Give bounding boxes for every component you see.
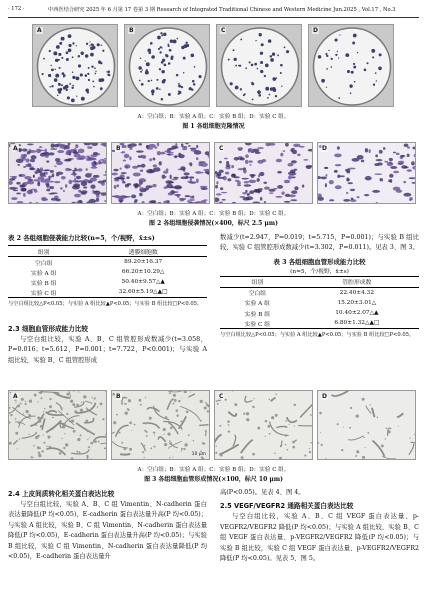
figure3-panel-d (317, 390, 416, 460)
journal-title: 中西医结合研究 2025 年 6 月第 17 卷第 3 期 Research of Integrated Traditional Chinese and Western Medicine Jun.2025 , Vol.17 , No.3 (48, 7, 396, 13)
section-2-5 (220, 488, 419, 564)
table3-caption: 表 3 各组细胞血管形成能力比较 (273, 257, 366, 266)
table-cell: 10.40±2.07△▲ (335, 310, 379, 317)
table-cell: 6.80±1.32△▲□ (295, 318, 419, 329)
panel-label: D (322, 145, 327, 152)
table-row (8, 287, 207, 298)
table-cell: 50.40±9.57△▲ (121, 279, 165, 286)
section-heading: 2.5 VEGF/VEGFR2 通路相关蛋白表达比较 (220, 502, 354, 511)
table-row (8, 277, 207, 287)
table2-header: 组别 (8, 246, 79, 257)
figure3-panels (8, 390, 418, 460)
table-cell: 实验 C 组 (220, 318, 295, 329)
page-number: · 172 · (8, 6, 25, 12)
figure3-panel-c (214, 390, 313, 460)
figure2-panel-a (8, 142, 107, 204)
colony-dish-image (33, 25, 118, 107)
paragraph: 与空白组比较，实验 A、B、C 组管腔形成数减少(t=3.058，P=0.016；t=5.612，P=0.001；t=7.722，P<0.001)；与实验 A 组比较，实验 B、C 组管腔形成 (8, 336, 207, 364)
table2-footnote: 与空白组比较△P<0.05；与实验 A 组比较▲P<0.05；与实验 B 组比较□P<0.05。 (8, 301, 203, 308)
table-row (220, 318, 419, 329)
invasion-micrograph (9, 143, 107, 204)
figure2-caption: 图 2 各组细胞侵袭情况(×400，标尺 2.5 μm) (149, 220, 278, 227)
panel-label: A (13, 145, 18, 152)
colony-dish-image (309, 25, 394, 107)
section-heading: 2.4 上皮间质转化相关蛋白表达比较 (8, 490, 115, 498)
panel-label: C (219, 145, 224, 152)
table-cell: 空白组 (248, 291, 267, 298)
panel-label: D (322, 393, 327, 400)
panel-label: D (313, 27, 318, 34)
table-cell: 空白组 (34, 260, 53, 267)
table3-header: 组别 (220, 276, 295, 287)
table-cell: 实验 A 组 (31, 270, 57, 277)
table-cell: 实验 C 组 (8, 287, 79, 298)
table-row (220, 287, 419, 298)
figure1-legend: A：空白组；B：实验 A 组；C：实验 B 组；D：实验 C 组。 (137, 114, 290, 120)
table-row (8, 257, 207, 268)
figure2-legend: A：空白组；B：实验 A 组；C：实验 B 组；D：实验 C 组。 (137, 211, 290, 217)
figure2-panels (8, 142, 418, 204)
figure2-panel-d (317, 142, 416, 204)
scale-bar-label: 10 μm (191, 452, 206, 457)
invasion-micrograph (112, 143, 210, 204)
section-2-3 (8, 323, 207, 366)
table-cell: 89.20±16.37 (124, 259, 163, 265)
paragraph: 与空白组比较，实验 A、B、C 组 Vimentin、N-cadherin 蛋白表达量降低(P 均<0.05)，E-cadherin 蛋白表达量升高(P 均<0.05)；与实验 A 组比较，实验 B、C 组 Vimentin、N-cadherin 蛋白表达量降低(P 均<0.05)，E-cadherin 蛋白表达量升高(P 均<0.05)；与实验 B 组比较，实验 C 组 Vimentin、N-cadherin 蛋白表达量降低(P 均<0.05)，E-cadherin 蛋白表达量升 (8, 501, 207, 561)
table3-subcaption: (n=5，个/视野，x̄±s) (290, 268, 349, 275)
figure1-panel-d (308, 24, 394, 107)
table-cell: 32.60±5.19△▲□ (79, 287, 207, 298)
section-2-4 (8, 488, 207, 562)
table-cell: 实验 A 组 (244, 301, 270, 308)
paragraph: 高(P<0.05)。见表 4、图 4。 (220, 489, 305, 496)
table-row (220, 308, 419, 318)
paragraph: 数减少(t=2.947，P=0.019；t=5.715，P=0.001)；与实验 B 组比较，实验 C 组管腔形成数减少(t=3.302，P=0.011)。见表 3、图 3。 (220, 234, 419, 252)
right-column-top (220, 233, 419, 339)
figure2-panel-c (214, 142, 313, 204)
section-heading: 2.3 细胞血管形成能力比较 (8, 325, 88, 333)
table-cell: 15.20±3.01△ (337, 299, 377, 306)
table-cell: 实验 B 组 (31, 280, 57, 287)
figure3-caption: 图 3 各组细胞血管形成情况(×100，标尺 10 μm) (144, 476, 283, 483)
table2-caption: 表 2 各组细胞侵袭能力比较(n=5，个/视野，x̄±s) (8, 234, 155, 242)
figure3-panel-a (8, 390, 107, 460)
figure2-panel-b (111, 142, 210, 204)
colony-dish-image (125, 25, 210, 107)
paragraph: 与空白组比较，实验 A、B、C 组 VEGF 蛋白表达量、p-VEGFR2/VEGFR2 降低(P 均<0.05)；与实验 A 组比较，实验 B、C 组 VEGF 蛋白表达量、p-VEGFR2/VEGFR2 降低(P 均<0.05)；与实验 B 组比较，实验 C 组 VEGF 蛋白表达量、p-VEGFR2/VEGFR2 降低(P 均<0.05)。见表 5、图 5。 (220, 513, 419, 563)
table3-header: 管腔形成数 (295, 276, 419, 287)
figure3-legend: A：空白组；B：实验 A 组；C：实验 B 组；D：实验 C 组。 (137, 467, 290, 473)
table3 (220, 276, 419, 329)
panel-label: C (221, 27, 226, 34)
tube-formation-micrograph (215, 391, 313, 460)
colony-dish-image (217, 25, 302, 107)
table-cell: 22.40±4.32 (339, 289, 375, 296)
invasion-micrograph (318, 143, 416, 204)
figure1-panel-c (216, 24, 302, 107)
figure1-panel-a (32, 24, 118, 107)
panel-label: A (13, 393, 18, 400)
table-row (8, 267, 207, 277)
figure3-panel-b (111, 390, 210, 460)
figure1-panel-b (124, 24, 210, 107)
panel-label: B (116, 393, 121, 400)
panel-label: C (219, 393, 224, 400)
table2-block (8, 233, 207, 308)
tube-formation-micrograph (112, 391, 210, 460)
table2-header: 透膜细胞数 (79, 246, 207, 257)
panel-label: B (129, 27, 134, 34)
panel-label: A (37, 27, 42, 34)
table-row (220, 298, 419, 308)
panel-label: B (116, 145, 121, 152)
tube-formation-micrograph (318, 391, 416, 460)
table-cell: 实验 B 组 (244, 311, 271, 318)
figure1-panels (32, 24, 395, 107)
invasion-micrograph (215, 143, 313, 204)
table3-footnote: 与空白组比较△P<0.05；与实验 A 组比较▲P<0.05；与实验 B 组比较□P<0.05。 (220, 332, 415, 339)
figure1-caption: 图 1 各组细胞克隆情况 (182, 123, 245, 130)
running-header (8, 6, 419, 18)
tube-formation-micrograph (9, 391, 107, 460)
table-cell: 66.20±10.29△ (121, 269, 165, 276)
table2 (8, 245, 207, 298)
